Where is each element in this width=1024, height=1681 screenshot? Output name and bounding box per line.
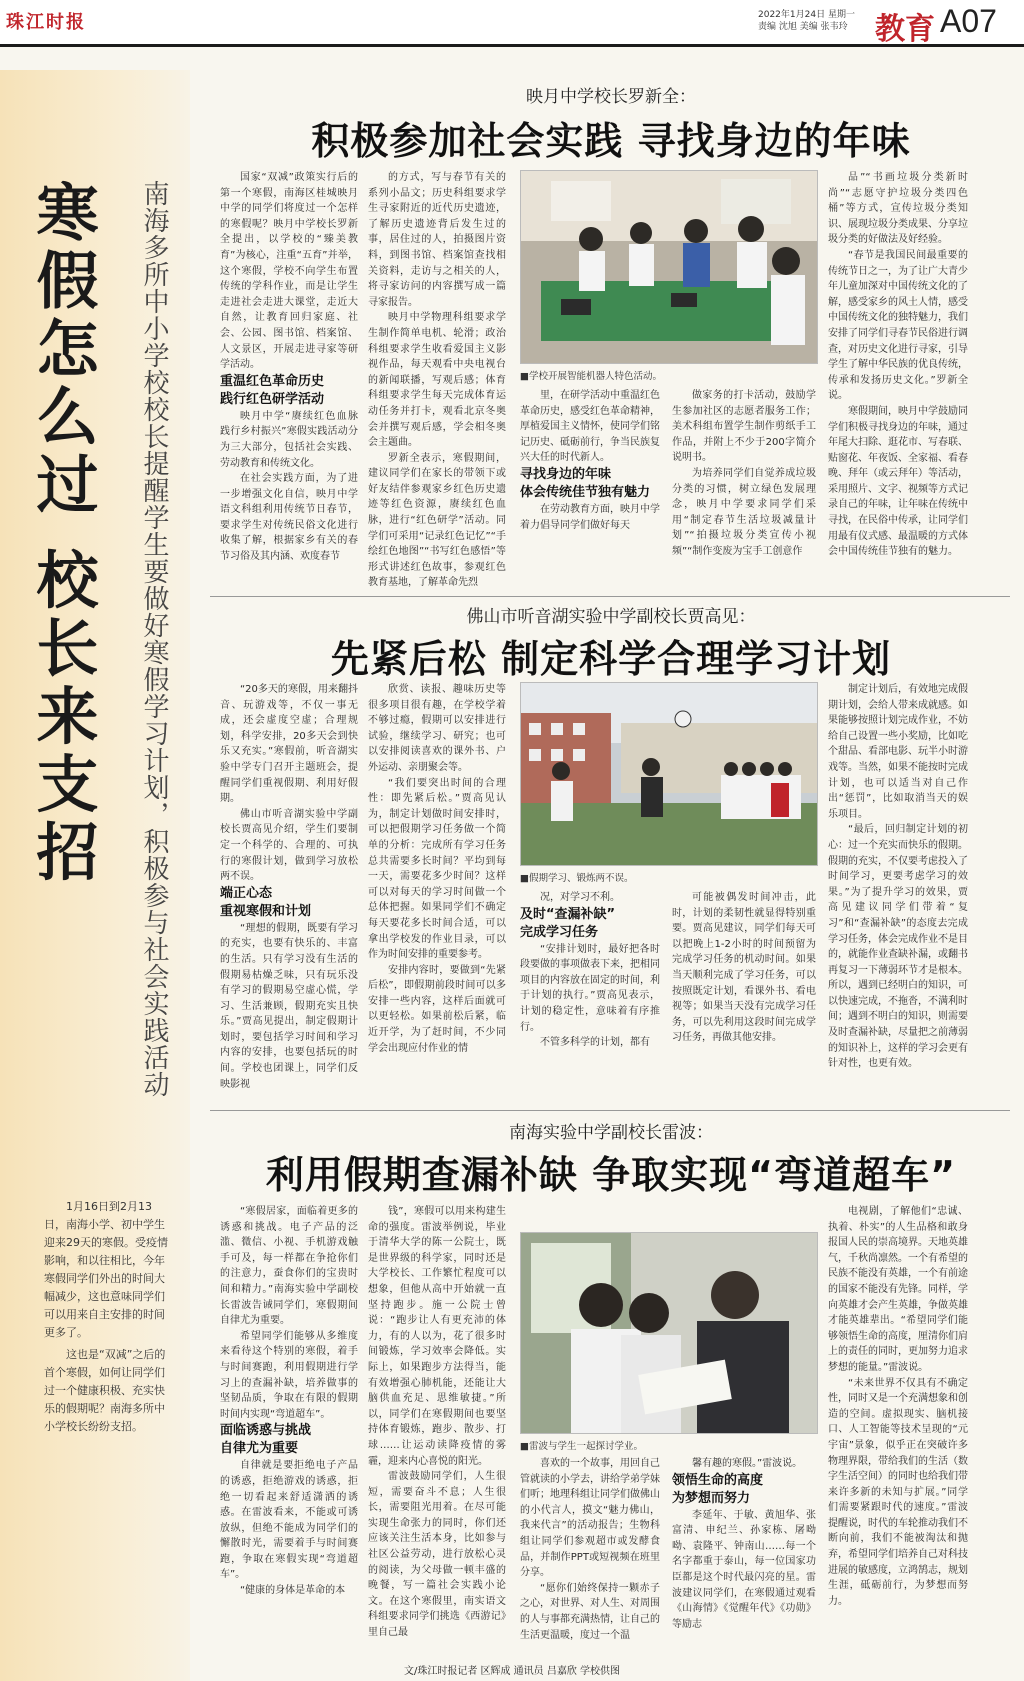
body-paragraph: 国家“双减”政策实行后的第一个寒假，南海区桂城映月中学的同学们将度过一个怎样的寒假呢？映月中学校长罗新全提出，以学校的“臻美教育”为核心，注重“五育”并举，这个寒假，学校不向学生布置传统的学科作业，而是让学生走进社会走进大课堂，走近大自然，让教育回归家庭、社会、公园、图书馆、档案馆、人文景区，开展走进寻家等研学活动。 [220, 172, 358, 371]
section-subheading: 重视寒假和计划 [220, 903, 312, 919]
article-headline: 利用假期查漏补缺 争取实现“弯道超车” [265, 1153, 957, 1197]
body-paragraph: “理想的假期，既要有学习的充实，也要有快乐的、丰富的生活。只有学习没有生活的假期易枯燥乏味，只有玩乐没有学习的假期易空虚心慌，学习、生活兼顾，假期充实且快乐。”贾高见提出，制定假期计划时，要包括学习时间和学习内容的安排，也要包括玩的时间。学校也团课上，同学们反映影视 [220, 922, 358, 1090]
article-kicker: 佛山市听音湖实验中学副校长贾高见： [466, 607, 756, 627]
body-paragraph: 欣赏、读报、趣味历史等很多项目很有趣，在学校学着不够过瘾，假期可以安排进行试验，继续学习、研究；也可以安排阅读喜欢的课外书、户外运动、亲朋聚会等。 [368, 684, 506, 773]
section-subheading: 领悟生命的高度 [672, 1472, 764, 1488]
body-paragraph: 罗新全表示，寒假期间，建议同学们在家长的带领下或好友结伴参观家乡红色历史遗迹等红色资源，赓续红色血脉，进行“红色研学”活动。同学们可采用“记录红色记忆”“手绘红色地图”“书写红色感悟”等形式讲述红色故事，参观红色教育基地，了解革命先烈 [368, 452, 506, 589]
issue-date-block [758, 9, 855, 33]
article-column [220, 170, 358, 580]
byline: 文/珠江时报记者 区辉成 通讯员 吕嘉欣 学校供图 [403, 1666, 621, 1677]
body-paragraph: “我们要突出时间的合理性：即先紧后松。”贾高见认为，制定计划做时间安排时，可以把假期学习任务做一个简单的分析：完成所有学习任务总共需要多长时间？平均到每一天，需要花多少时间？这样可以对每天的学习时间做一个总体把握。如果同学们不确定每天要花多长时间合适，可以拿出学校发的作业目录，可以作为时间安排的重要参考。 [368, 777, 506, 961]
article-column [828, 1204, 968, 1644]
body-paragraph: 在劳动教育方面，映月中学着力倡导同学们做好每天 [520, 503, 660, 531]
body-paragraph: “最后，回归制定计划的初心：过一个充实而快乐的假期。假期的充实，不仅要考虑投入了时间学习，更要考虑学习的效果。”为了提升学习的效果，贾高见建议同学们带着“复习”和“查漏补缺”的态度去完成学习任务，体会完成作业不是目的，就能作业查缺补漏，或翻书再复习一下薄弱环节才是根本。所以，遇到已经明白的知识，可以快速完成，不拖沓，不满利时间；遇到不明白的知识，则需要及时查漏补缺，尽量把之前薄弱的知识补上，这样的学习会更有针对性，也更有效。 [828, 824, 968, 1070]
photo-caption: ■假期学习、锻炼两不误。 [520, 873, 634, 884]
article-1 [198, 70, 1024, 590]
article-headline: 先紧后松 制定科学合理学习计划 [330, 637, 892, 681]
football-activity-photo [520, 682, 818, 866]
body-paragraph: 映月中学“赓续红色血脉 践行乡村振兴”寒假实践活动分为三大部分，包括社会实践、劳动教育和传统文化。 [220, 410, 358, 469]
section-subheading: 端正心态 [220, 885, 273, 901]
body-paragraph: 做家务的打卡活动，鼓励学生参加社区的志愿者服务工作；美术科组布置学生制作剪纸手工作品，并附上不少于200字简介说明书。 [672, 390, 816, 464]
article-column [520, 1456, 660, 1644]
section-subheading: 寻找身边的年味 [520, 466, 612, 482]
article-2 [198, 600, 1024, 1100]
article-column [520, 388, 660, 580]
article-column [672, 1456, 816, 1644]
section-divider [210, 1110, 1010, 1111]
section-subheading: 面临诱惑与挑战 [220, 1423, 312, 1439]
photo-caption: ■雷波与学生一起探讨学业。 [520, 1441, 643, 1452]
section-subheading: 体会传统佳节独有魅力 [520, 484, 651, 500]
body-paragraph: 馨有趣的寒假。”雷波说。 [692, 1458, 803, 1469]
body-paragraph: 里，在研学活动中重温红色革命历史，感受红色革命精神，厚植爱国主义情怀，使同学们铭记历史、砥砺前行，争当民族复兴大任的时代新人。 [520, 390, 660, 464]
body-paragraph: 自律就是要拒绝电子产品的诱惑，拒绝游戏的诱惑，拒绝一切看起来舒适潇洒的诱惑。在雷波看来，不能或可诱放纵，但绝不能成为同学们的懈散时光，需要着手与时间赛跑，争取在寒假实现“弯道超车”。 [220, 1460, 358, 1581]
body-paragraph: 映月中学物理科组要求学生制作简单电机、轮滑；政治科组要求学生收看爱国主义影视作品，每天观看中央电视台的新闻联播，写观后感；体育科组要求学生每天完成体育运动任务并打卡，观看北京冬奥会并撰写观后感，学会相冬奥会主题曲。 [368, 312, 506, 449]
feature-subtitle: 南海多所中小学校校长提醒学生要做好寒假学习计划，积极参与社会实践活动 [139, 180, 169, 1098]
feature-intro [44, 1198, 172, 1440]
section-subheading: 为梦想而努力 [672, 1490, 751, 1506]
robot-activity-illustration [521, 171, 817, 363]
masthead [0, 0, 1024, 47]
body-paragraph: “寒假居家，面临着更多的诱惑和挑战。电子产品的泛滥、微信、小视、手机游戏触手可及，每一样都在争抢你们的注意力，蚕食你们的宝贵时间和精力。”南海实验中学副校长雷波告诫同学们，寒假期间自律尤为重要。 [220, 1206, 358, 1327]
intro-paragraph: 1月16日到2月13日，南海小学、初中学生迎来29天的寒假。受疫情影响，和以往相比，今年寒假同学们外出的时间大幅减少，这也意味同学们可以用来自主安排的时间更多了。 [44, 1200, 168, 1339]
body-paragraph: 电视剧，了解他们“忠诚、执着、朴实”的人生品格和敢身报国人民的崇高境界。天地英雄气，千秋尚凛然。一个有希望的民族不能没有英雄，一个有前途的国家不能没有先锋。同样，学向英雄才会产生英雄，争做英雄才能英雄辈出。“希望同学们能够领悟生命的高度，厘清你们肩上的责任的同时，更加努力追求梦想的能量。”雷波说。 [828, 1206, 968, 1373]
article-kicker: 映月中学校长罗新全： [526, 87, 696, 107]
article-column [828, 682, 968, 1084]
article-column [368, 170, 506, 589]
section-subheading: 完成学习任务 [520, 924, 599, 940]
article-column [368, 1204, 506, 1644]
section-subheading: 重温红色革命历史 [220, 373, 325, 389]
body-paragraph: “安排计划时，最好把各时段要做的事项做表下来，把相同项目的内容放在固定的时间，利于计划的执行。”贾高见表示，计划的稳定性，意味着有序推行。 [520, 943, 660, 1033]
article-3 [198, 1116, 1024, 1656]
body-paragraph: “春节是我国民间最重要的传统节日之一，为了让广大青少年儿童加深对中国传统文化的了解，感受家乡的风土人情，感受中国传统文化的独特魅力，我们安排了同学们寻春节民俗进行调查，对历史文化进行寻家，引导学生了解中华民族的优良传统，传承和发扬历史文化。”罗新全说。 [828, 249, 968, 402]
body-paragraph: 钱”，寒假可以用来构建生命的强度。雷波举例说，毕业于清华大学的陈一公院士，既是世界级的科学家，同时还是大学校长、工作繁忙程度可以想象，但他从高中开始就一直坚持跑步。施一公院士曾说：“跑步让人有更充沛的体力，有的人以为，花了很多时间锻炼，学习效率会降低。实际上，如果跑步方法得当，能有效增强心肺机能，还能让大脑供血充足、思维敏捷。”所以，同学们在寒假期间也要坚持体育锻炼，跑步、散步、打球……让运动读降疫情的雾霾，迎来内心喜悦的阳光。 [368, 1206, 506, 1467]
article-column [672, 388, 816, 580]
body-paragraph: “健康的身体是革命的本 [240, 1585, 346, 1597]
section-name: 教育 [875, 12, 935, 47]
body-paragraph: 在社会实践方面，为了进一步增强文化自信，映月中学语文科组利用传统节日春节，要求学生对传统民俗文化进行收集了解，根据家乡有关的春节习俗及其内涵、欢度春节 [220, 473, 358, 563]
photo-caption: ■学校开展智能机器人特色活动。 [520, 371, 662, 382]
article-column [520, 890, 660, 1084]
feature-title: 寒假怎么过 校长来支招 [26, 180, 99, 888]
body-paragraph: 雷波鼓励同学们，人生很短，需要奋斗不息；人生很长，需要阻光用着。在尽可能实现生命张力的同时，你们还应该关注生活本身，比如参与社区公益劳动，进行放松心灵的阅读，为父母做一顿丰盛的晚餐，写一篇社会实践小论文。在这个寒假里，南实语文科组要求同学们挑选《西游记》里自己最 [368, 1471, 506, 1639]
article-column [220, 1204, 358, 1644]
newspaper-logo: 珠江时报 [6, 12, 86, 33]
football-activity-illustration [521, 683, 817, 865]
section-subheading: 自律尤为重要 [220, 1441, 299, 1457]
body-paragraph: 况，对学习不利。 [540, 892, 620, 903]
body-paragraph: “未来世界不仅具有不确定性，同时又是一个充满想象和创造的空间。虚拟现实、脑机接口、人工智能等技术呈现的“元宇宙”景象，似乎正在突破许多物理界限，带给我们的生活（数字生活空间）的同时也给我们带来许多新的未知与扩展。”同学们需要紧跟时代的速度。”雷波提醒说，时代的车轮推动我们不断向前，我们不能被淘汰和抛弃，希望同学们培养自己对科技进展的敏感度，立鸿鹄志，规划生涯，砥砺前行，为梦想而努力。 [828, 1377, 968, 1607]
body-paragraph: 品”“书画垃圾分类新时尚”“志愿守护垃圾分类四色桶”等方式，宣传垃圾分类知识、展现垃圾分类成果、分享垃圾分类的好做法及好经验。 [828, 172, 968, 246]
page-number: A07 [940, 3, 997, 39]
body-paragraph: 的方式，写与春节有关的系列小品文；历史科组要求学生寻家附近的近代历史遗迹，了解历史遗迹背后发生过的事，居住过的人，拍摄图片资料，到图书馆、档案馆查找相关资料，走访与之相关的人，将寻家访问的内容撰写成一篇寻家报告。 [368, 172, 506, 308]
section-divider [210, 596, 1010, 597]
body-paragraph: “20多天的寒假，用来翻抖音、玩游戏等，不仅一事无成，还会虚度空虚；合理规划，科学安排，20多天会到快乐又充实。”寒假前，听音湖实验中学专门召开主题班会，提醒同学们重视假期、利用好假期。 [220, 684, 358, 805]
body-paragraph: 为培养同学们自觉养成垃圾分类的习惯，树立绿色发展理念，映月中学要求同学们采用“制定春节生活垃圾减量计划”“拍摄垃圾分类宣传小视频”“制作变废为宝手工创意作 [672, 467, 816, 557]
body-paragraph: 寒假期间，映月中学鼓励同学们积极寻找身边的年味，通过年尾大扫除、逛花市、写春联、贴窗花、年夜饭、全家福、看春晚、拜年（或云拜年）等活动，采用照片、文字、视频等方式记录自己的年味，让年味在传统中寻找，在民俗中传承，让同学们用最有仪式感、最温暖的方式体会中国传统佳节独有的魅力。 [828, 405, 968, 558]
article-kicker: 南海实验中学副校长雷波： [509, 1123, 713, 1143]
section-subheading: 践行红色研学活动 [220, 391, 325, 407]
intro-paragraph: 这也是“双减”之后的首个寒假，如何让同学们过一个健康积极、充实快乐的假期呢？南海多所中小学校长纷纷支招。 [44, 1348, 166, 1433]
article-column [672, 890, 816, 1084]
body-paragraph: 安排内容时，要做到“先紧后松”，即假期前段时间可以多安排一些内容，这样后面就可以更轻松。如果前松后紧，临近开学，为了赶时间，不少同学会出现应付作业的情 [368, 964, 506, 1054]
body-paragraph: 希望同学们能够从多维度来看待这个特别的寒假，着手与时间赛跑，利用假期进行学习上的查漏补缺，培养做事的坚韧品质，争取在有限的假期时间内实现“弯道超车”。 [220, 1330, 358, 1420]
body-paragraph: 不管多科学的计划，都有 [540, 1037, 650, 1049]
editor-credits: 责编 沈旭 美编 张韦玲 [758, 22, 848, 32]
body-paragraph: 喜欢的一个故事，用回自己管就读的小学去，讲给学弟学妹们听；地理科组让同学们做佛山的小代言人，摸文“魅力佛山，我来代言”的活动报告；生物科组让同学们参观超市或发酵食品，并制作PPT或短视频在班里分享。 [520, 1458, 660, 1579]
robot-activity-photo [520, 170, 818, 364]
body-paragraph: 可能被偶发时间冲击，此时，计划的柔韧性就显得特别重要。贾高见建议，同学们每天可以把晚上1-2小时的时间预留为完成学习任务的机动时间。如果当天顺利完成了学习任务，可以按照既定计划，看课外书、看电视等；如果当天没有完成学习任务，可以先利用这段时间完成学习任务，再做其他安排。 [672, 892, 816, 1044]
teacher-student-illustration [521, 1233, 817, 1433]
body-paragraph: 制定计划后，有效地完成假期计划，会给人带来成就感。如果能够按照计划完成作业，不妨给自己设置一些小奖励，比如吃个甜品、看部电影、玩半小时游戏等。当然，如果不能按时完成计划，也可以适当对自己作出“惩罚”，比如取消当天的娱乐项目。 [828, 684, 968, 820]
body-paragraph: 佛山市听音湖实验中学副校长贾高见介绍，学生们要制定一个科学的、合理的、可执行的寒假计划，做到学习放松两不误。 [220, 808, 358, 883]
teacher-student-photo [520, 1232, 818, 1434]
section-subheading: 及时“查漏补缺” [520, 906, 616, 922]
issue-date: 2022年1月24日 星期一 [758, 10, 855, 20]
article-column [368, 682, 506, 1084]
article-column [220, 682, 358, 1090]
body-paragraph: “愿你们始终保持一颗赤子之心，对世界、对人生、对周围的人与事都充满热情，让自己的生活更温暖，度过一个温 [520, 1582, 660, 1641]
article-column [828, 170, 968, 580]
article-headline: 积极参加社会实践 寻找身边的年味 [311, 119, 911, 163]
body-paragraph: 李延年、于敏、黄旭华、张富清、申纪兰、孙家栋、屠呦呦、袁隆平、钟南山……每一个名字都重于泰山，每一位国家功臣都是这个时代最闪亮的星。雷波建议同学们，在寒假通过观看《山海情》《觉醒年代》《功勋》等励志 [672, 1509, 816, 1630]
